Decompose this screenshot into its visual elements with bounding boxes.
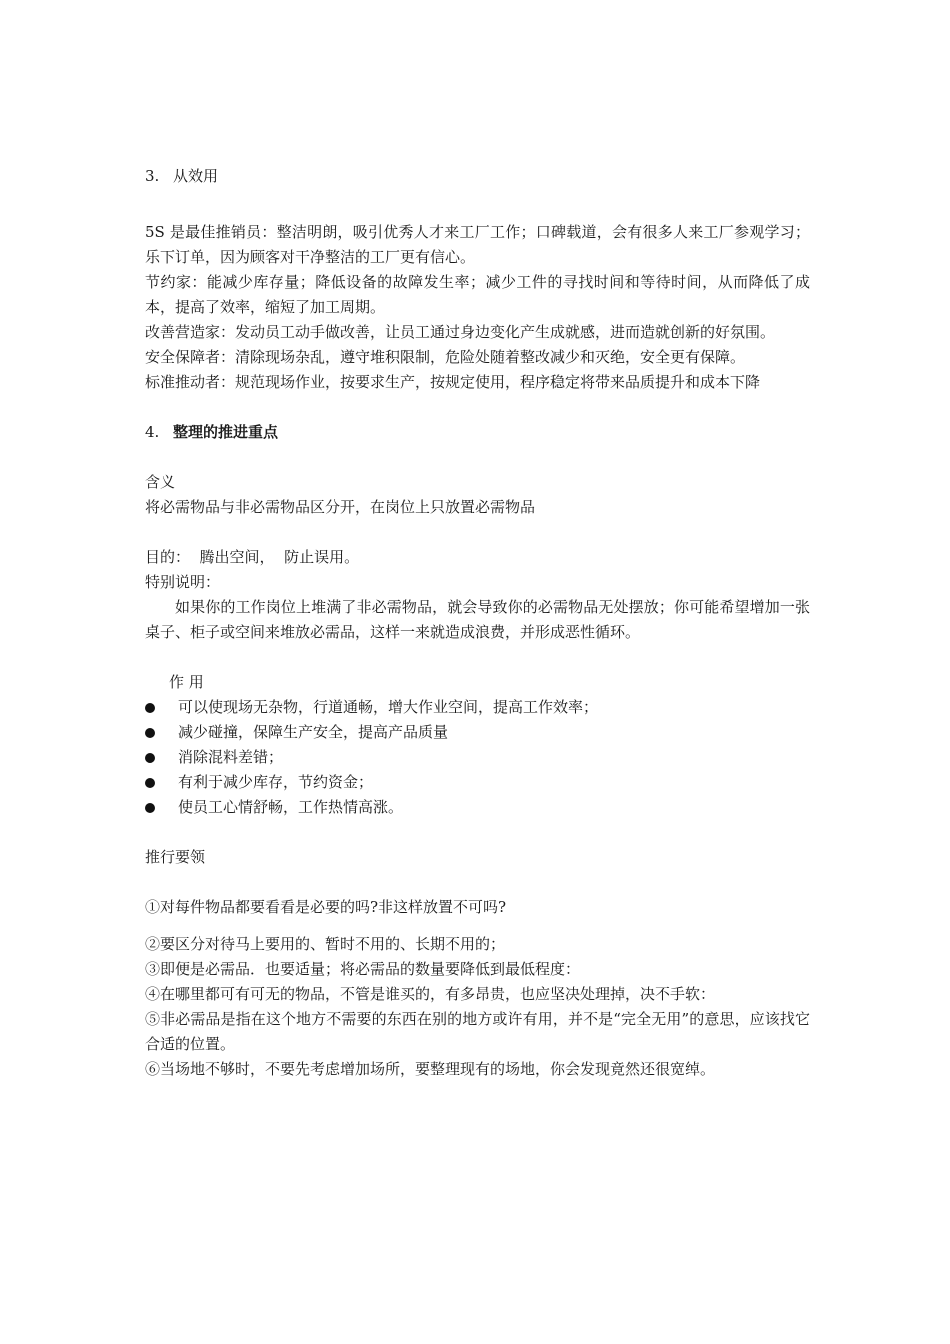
role-label: 作 用 (169, 673, 204, 691)
purpose-text: 目的： 腾出空间， 防止误用。 (145, 548, 360, 566)
bullet-icon (145, 703, 155, 713)
special-note-label: 特别说明： (145, 573, 221, 591)
section-3-heading (145, 164, 810, 189)
key-point-5: ⑤非必需品是指在这个地方不需要的东西在别的地方或许有用，并不是“完全无用”的意思，应该找它合适的位置。 (145, 1010, 810, 1053)
section-3-title: 从效用 (173, 167, 219, 185)
paragraph-improver: 改善营造家：发动员工动手做改善，让员工通过身边变化产生成就感，进而造就创新的好氛围。 (145, 323, 776, 341)
list-item: 有利于减少库存，节约资金； (145, 770, 810, 795)
meaning-text: 将必需物品与非必需物品区分开，在岗位上只放置必需物品 (145, 498, 536, 516)
section-4-title: 整理的推进重点 (173, 423, 279, 441)
key-point-3: ③即便是必需品．也要适量；将必需品的数量要降低到最低程度： (145, 960, 581, 978)
list-item: 减少碰撞，保障生产安全，提高产品质量 (145, 720, 810, 745)
list-item: 可以使现场无杂物，行道通畅，增大作业空间，提高工作效率； (145, 695, 810, 720)
list-item: 消除混料差错； (145, 745, 810, 770)
paragraph-safety: 安全保障者：清除现场杂乱，遵守堆积限制，危险处随着整改减少和灭绝，安全更有保障。 (145, 348, 746, 366)
key-point-4: ④在哪里都可有可无的物品，不管是谁买的，有多昂贵，也应坚决处理掉，决不手软： (145, 985, 716, 1003)
bullet-icon (145, 778, 155, 788)
meaning-label: 含义 (145, 473, 176, 491)
special-note-text: 如果你的工作岗位上堆满了非必需物品，就会导致你的必需物品无处摆放；你可能希望增加一张桌子、柜子或空间来堆放必需品，这样一来就造成浪费，并形成恶性循环。 (145, 598, 810, 641)
bullet-icon (145, 803, 155, 813)
key-points-label: 推行要领 (145, 848, 206, 866)
paragraph-salesman: 5S 是最佳推销员：整洁明朗，吸引优秀人才来工厂工作；口碑载道，会有很多人来工厂参观学习；乐下订单，因为顾客对干净整洁的工厂更有信心。 (145, 223, 810, 266)
key-point-1: ①对每件物品都要看看是必要的吗?非这样放置不可吗? (145, 898, 507, 916)
paragraph-saver: 节约家：能减少库存量；降低设备的故障发生率；减少工件的寻找时间和等待时间，从而降低了成本，提高了效率，缩短了加工周期。 (145, 273, 810, 316)
paragraph-standard: 标准推动者：规范现场作业，按要求生产，按规定使用，程序稳定将带来品质提升和成本下降 (145, 373, 761, 391)
section-4-heading (145, 420, 810, 445)
section-3-number: 3. (145, 167, 160, 185)
document-content (145, 164, 810, 1082)
list-item: 使员工心情舒畅，工作热情高涨。 (145, 795, 810, 820)
bullet-icon (145, 753, 155, 763)
key-point-6: ⑥当场地不够时，不要先考虑增加场所，要整理现有的场地，你会发现竟然还很宽绰。 (145, 1060, 716, 1078)
section-4-number: 4. (145, 423, 160, 441)
bullet-icon (145, 728, 155, 738)
role-list (145, 695, 810, 820)
key-point-2: ②要区分对待马上要用的、暂时不用的、长期不用的； (145, 935, 506, 953)
